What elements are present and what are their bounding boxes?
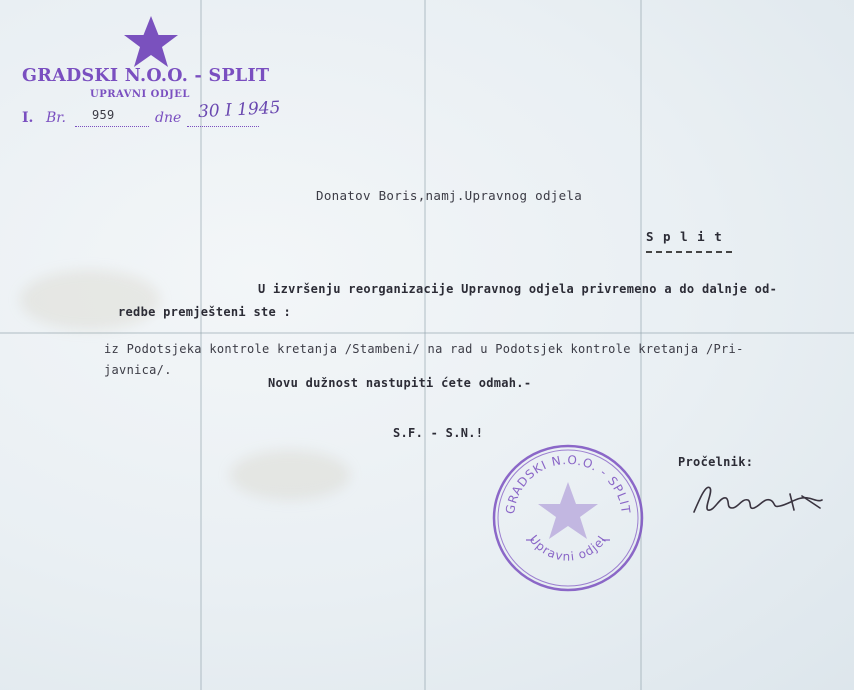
header-dept: UPRAVNI ODJEL <box>90 89 190 100</box>
paper-stain <box>230 450 350 500</box>
dne-label: dne <box>155 110 182 126</box>
seal-bottom-path: Upravni odjel <box>526 532 610 564</box>
paper-stain <box>20 270 160 330</box>
seal-top-path: GRADSKI N.O.O. - SPLIT <box>503 452 633 515</box>
date-underline <box>187 126 259 127</box>
br-underline <box>75 126 149 127</box>
signature-title: Pročelnik: <box>678 455 754 469</box>
seal-bottom-text <box>526 532 609 563</box>
recipient-city: S p l i t <box>646 229 723 244</box>
closing-salute: S.F. - S.N.! <box>393 426 484 440</box>
reference-prefix: I. <box>22 110 34 126</box>
body-line-2: redbe premješteni ste : <box>118 305 292 319</box>
body-line-3: iz Podotsjeka kontrole kretanja /Stambeni/ na rad u Podotsjek kontrole kretanja /Pri- <box>104 342 744 356</box>
handwritten-signature <box>690 478 830 523</box>
city-underline <box>646 251 732 253</box>
br-label: Br. <box>46 110 66 126</box>
round-seal-stamp <box>490 442 646 594</box>
recipient-name: Donatov Boris,namj.Upravnog odjela <box>316 188 583 203</box>
star-stamp-icon <box>120 14 182 70</box>
header-org: GRADSKI N.O.O. - SPLIT <box>22 66 270 86</box>
handwritten-date: 30 I 1945 <box>197 97 281 123</box>
paper-fold <box>0 332 854 334</box>
body-line-5: Novu dužnost nastupiti ćete odmah.- <box>268 376 532 390</box>
body-line-1: U izvršenju reorganizacije Upravnog odjela privremeno a do dalnje od- <box>258 282 778 296</box>
body-line-4: javnica/. <box>104 363 172 377</box>
reference-number: 959 <box>92 108 115 122</box>
